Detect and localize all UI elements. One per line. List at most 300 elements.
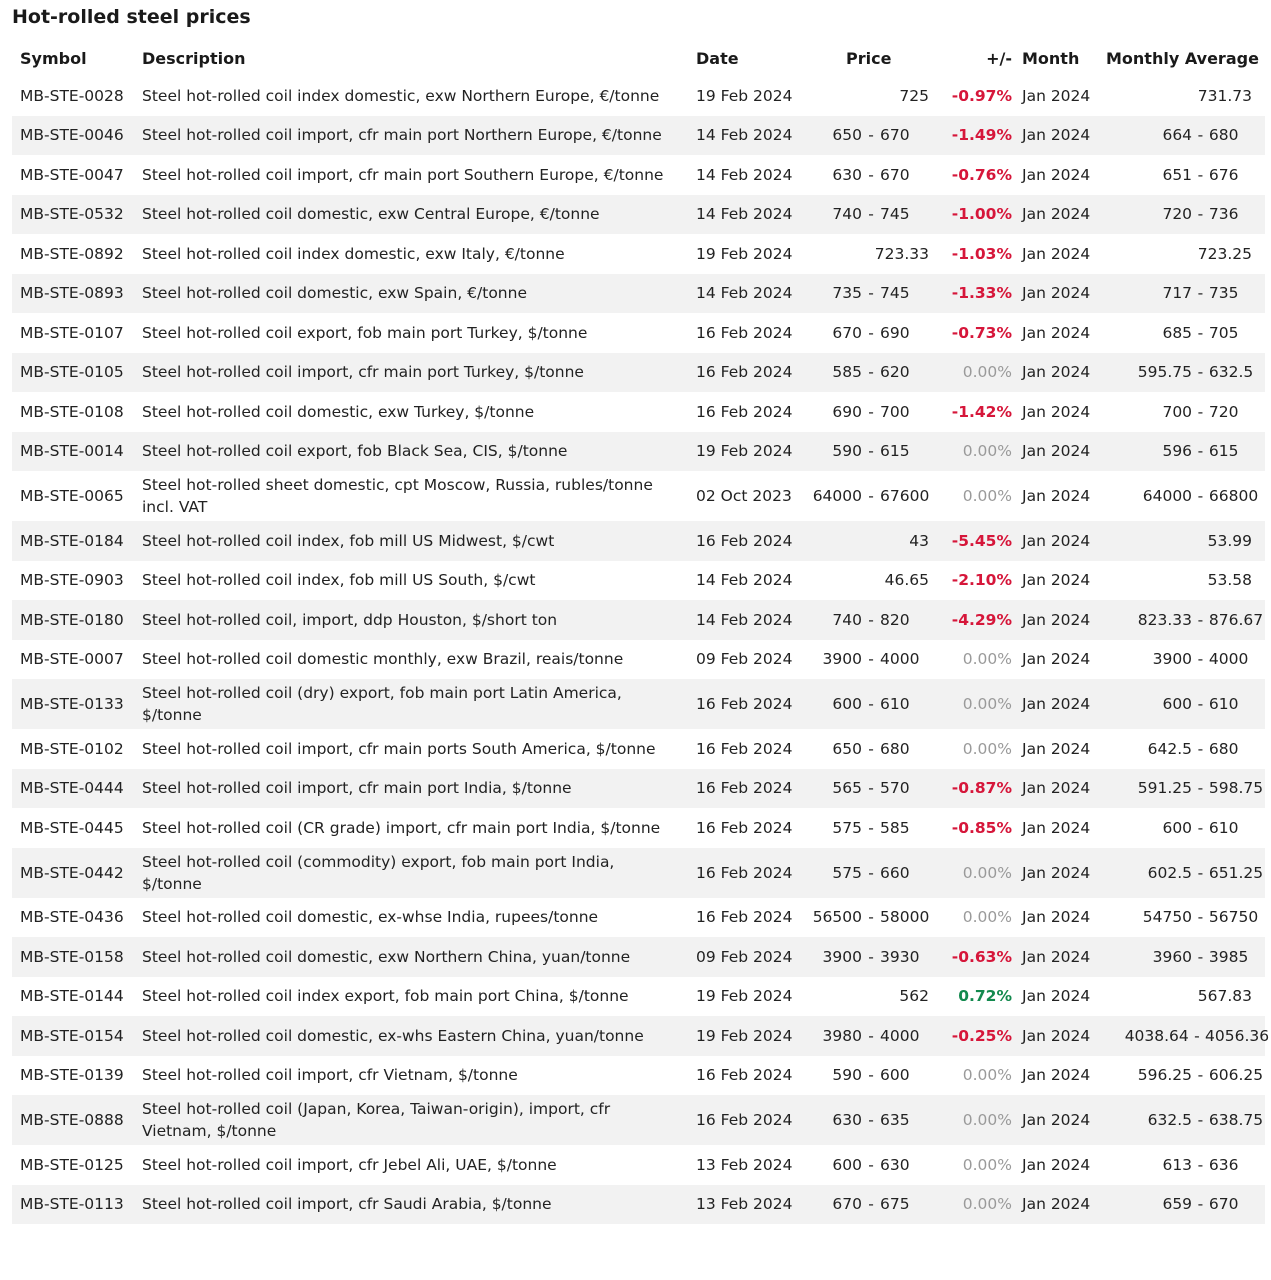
price-cell-high: 670 [880, 126, 910, 145]
range-separator: - [868, 165, 874, 184]
price-cell-low: 650 [832, 739, 862, 758]
price-cell [804, 392, 944, 432]
table-row[interactable] [12, 1056, 1265, 1096]
monthly-average-cell [1106, 977, 1265, 1017]
monthly-average-cell-low: 3900 [1152, 650, 1193, 669]
range-separator: - [1197, 126, 1204, 145]
table-row[interactable] [12, 471, 1265, 521]
change-cell: -1.49% [951, 126, 1012, 145]
monthly-average-cell-range [1106, 695, 1265, 713]
table-row[interactable] [12, 195, 1265, 235]
table-row[interactable] [12, 561, 1265, 601]
monthly-average-cell-range [1106, 284, 1265, 302]
description-cell: Steel hot-rolled coil import, cfr Saudi Arabia, $/tonne [142, 1195, 552, 1214]
table-row[interactable] [12, 808, 1265, 848]
range-separator: - [868, 695, 874, 713]
monthly-average-cell-low: 717 [1162, 284, 1193, 303]
symbol-cell: MB-STE-0014 [20, 442, 124, 461]
date-cell: 13 Feb 2024 [696, 1155, 793, 1174]
monthly-average-cell [1106, 116, 1265, 156]
price-cell-range [804, 740, 944, 758]
symbol-cell: MB-STE-0133 [20, 695, 124, 713]
symbol-cell: MB-STE-0047 [20, 165, 124, 184]
symbol-cell: MB-STE-0892 [20, 244, 124, 263]
month-cell: Jan 2024 [1022, 1155, 1091, 1174]
symbol-cell: MB-STE-0144 [20, 987, 124, 1006]
month-cell: Jan 2024 [1022, 1026, 1091, 1045]
price-cell-high: 600 [880, 1066, 910, 1085]
symbol-cell: MB-STE-0102 [20, 739, 124, 758]
change-cell: 0.00% [962, 1155, 1012, 1174]
symbol-cell: MB-STE-0445 [20, 818, 124, 837]
table-row[interactable] [12, 1016, 1265, 1056]
price-cell-range [804, 1027, 944, 1045]
change-cell: -0.87% [951, 779, 1012, 798]
table-row[interactable] [12, 1145, 1265, 1185]
monthly-average-cell-high: 636 [1208, 1155, 1239, 1174]
price-cell-range [804, 650, 944, 668]
monthly-average-cell [1106, 195, 1265, 235]
monthly-average-cell-low: 54750 [1142, 908, 1193, 927]
monthly-average-cell-high: 56750 [1208, 908, 1259, 927]
table-row[interactable] [12, 274, 1265, 314]
price-cell-value: 723.33 [874, 244, 929, 263]
price-cell-high: 675 [880, 1195, 910, 1214]
table-row[interactable] [12, 937, 1265, 977]
monthly-average-cell-low: 632.5 [1147, 1111, 1193, 1129]
price-cell-low: 670 [832, 1195, 862, 1214]
range-separator: - [868, 1111, 874, 1129]
change-cell: 0.72% [958, 987, 1012, 1006]
change-cell: -0.73% [951, 323, 1012, 342]
description-cell: Steel hot-rolled coil index domestic, exw Northern Europe, €/tonne [142, 86, 660, 105]
monthly-average-cell-range [1106, 1195, 1265, 1213]
symbol-cell: MB-STE-0046 [20, 126, 124, 145]
table-row[interactable] [12, 353, 1265, 393]
range-separator: - [868, 402, 874, 421]
month-cell: Jan 2024 [1022, 86, 1091, 105]
table-row[interactable] [12, 848, 1265, 898]
monthly-average-cell-high: 676 [1208, 165, 1239, 184]
month-cell: Jan 2024 [1022, 610, 1091, 629]
price-cell-range [804, 532, 944, 550]
range-separator: - [868, 863, 874, 882]
price-cell-high: 610 [880, 695, 910, 713]
monthly-average-cell-low: 596.25 [1137, 1066, 1193, 1085]
monthly-average-cell-range [1106, 363, 1265, 381]
date-cell: 16 Feb 2024 [696, 818, 793, 837]
symbol-cell: MB-STE-0893 [20, 284, 124, 303]
date-cell: 19 Feb 2024 [696, 442, 793, 461]
range-separator: - [1197, 1155, 1204, 1174]
monthly-average-cell-range [1106, 403, 1265, 421]
price-cell-high: 570 [880, 779, 910, 798]
range-separator: - [868, 739, 874, 758]
price-cell [804, 471, 944, 521]
month-cell: Jan 2024 [1022, 244, 1091, 263]
description-cell: Steel hot-rolled coil (Japan, Korea, Taiwan-origin), import, cfr Vietnam, $/tonne [142, 1100, 611, 1140]
date-cell: 16 Feb 2024 [696, 531, 793, 550]
monthly-average-cell [1106, 937, 1265, 977]
date-cell: 16 Feb 2024 [696, 1111, 793, 1129]
range-separator: - [1197, 284, 1204, 303]
description-cell: Steel hot-rolled coil index, fob mill US Midwest, $/cwt [142, 531, 555, 550]
description-cell: Steel hot-rolled coil domestic, exw Turkey, $/tonne [142, 402, 535, 421]
monthly-average-cell [1106, 679, 1265, 729]
date-cell: 14 Feb 2024 [696, 610, 793, 629]
price-cell [804, 1016, 944, 1056]
description-cell: Steel hot-rolled coil import, cfr main port Southern Europe, €/tonne [142, 165, 664, 184]
description-cell: Steel hot-rolled coil import, cfr Jebel Ali, UAE, $/tonne [142, 1155, 557, 1174]
monthly-average-cell-range [1106, 324, 1265, 342]
table-row[interactable] [12, 521, 1265, 561]
change-cell: -0.97% [951, 86, 1012, 105]
description-cell: Steel hot-rolled coil domestic, exw Spain, €/tonne [142, 284, 527, 303]
month-cell: Jan 2024 [1022, 323, 1091, 342]
price-cell-value: 562 [899, 987, 929, 1006]
price-cell-value: 43 [909, 531, 929, 550]
price-cell [804, 155, 944, 195]
price-cell-range [804, 908, 944, 926]
monthly-average-cell-value: 723.25 [1197, 244, 1252, 263]
price-cell-range [804, 166, 944, 184]
monthly-average-cell-range [1106, 487, 1265, 505]
price-cell-range [804, 363, 944, 381]
price-cell-range [804, 284, 944, 302]
range-separator: - [1197, 402, 1204, 421]
monthly-average-cell [1106, 1145, 1265, 1185]
price-cell-range [804, 324, 944, 342]
price-cell-range [804, 442, 944, 460]
change-cell: -1.03% [951, 244, 1012, 263]
price-cell-range [804, 819, 944, 837]
monthly-average-cell [1106, 76, 1265, 116]
header-change[interactable]: +/- [986, 48, 1012, 68]
monthly-average-cell-high: 651.25 [1208, 863, 1264, 882]
date-cell: 02 Oct 2023 [696, 487, 792, 505]
price-cell-low: 670 [832, 323, 862, 342]
monthly-average-cell-low: 700 [1162, 402, 1193, 421]
monthly-average-cell [1106, 769, 1265, 809]
monthly-average-cell-value: 53.58 [1207, 571, 1252, 590]
monthly-average-cell-range [1106, 650, 1265, 668]
range-separator: - [1197, 610, 1204, 629]
monthly-average-cell-low: 64000 [1142, 487, 1193, 505]
date-cell: 19 Feb 2024 [696, 244, 793, 263]
monthly-average-cell-range [1106, 819, 1265, 837]
price-cell-low: 735 [832, 284, 862, 303]
price-cell-low: 575 [832, 863, 862, 882]
table-row[interactable] [12, 977, 1265, 1017]
monthly-average-cell-low: 602.5 [1147, 863, 1193, 882]
header-month[interactable]: Month [1022, 48, 1080, 68]
change-cell: 0.00% [962, 863, 1012, 882]
price-cell-high: 630 [880, 1155, 910, 1174]
price-cell-high: 680 [880, 739, 910, 758]
price-cell-high: 4000 [880, 1026, 920, 1045]
description-cell: Steel hot-rolled coil index domestic, exw Italy, €/tonne [142, 244, 565, 263]
price-cell-range [804, 571, 944, 589]
price-cell-low: 64000 [812, 487, 862, 505]
monthly-average-cell-range [1106, 1156, 1265, 1174]
monthly-average-cell [1106, 848, 1265, 898]
price-cell-range [804, 611, 944, 629]
date-cell: 16 Feb 2024 [696, 779, 793, 798]
price-cell [804, 313, 944, 353]
monthly-average-cell-high: 705 [1208, 323, 1239, 342]
description-cell: Steel hot-rolled coil import, cfr Vietnam, $/tonne [142, 1066, 518, 1085]
monthly-average-cell-low: 720 [1162, 205, 1193, 224]
monthly-average-cell [1106, 729, 1265, 769]
price-cell-low: 585 [832, 363, 862, 382]
date-cell: 09 Feb 2024 [696, 947, 793, 966]
range-separator: - [868, 1026, 874, 1045]
table-row[interactable] [12, 600, 1265, 640]
change-cell: -0.76% [951, 165, 1012, 184]
price-cell [804, 729, 944, 769]
range-separator: - [1197, 165, 1204, 184]
table-row[interactable] [12, 76, 1265, 116]
range-separator: - [1197, 739, 1204, 758]
monthly-average-cell-range [1106, 126, 1265, 144]
price-cell-high: 67600 [880, 487, 930, 505]
range-separator: - [868, 818, 874, 837]
range-separator: - [1197, 863, 1204, 882]
monthly-average-cell-range [1106, 908, 1265, 926]
price-cell-low: 590 [832, 442, 862, 461]
price-cell [804, 274, 944, 314]
symbol-cell: MB-STE-0113 [20, 1195, 124, 1214]
table-row[interactable] [12, 729, 1265, 769]
monthly-average-cell-low: 659 [1162, 1195, 1193, 1214]
range-separator: - [1197, 695, 1204, 713]
range-separator: - [868, 442, 874, 461]
monthly-average-cell [1106, 898, 1265, 938]
price-cell-low: 56500 [812, 908, 862, 927]
date-cell: 16 Feb 2024 [696, 323, 793, 342]
monthly-average-cell-high: 66800 [1208, 487, 1259, 505]
monthly-average-cell [1106, 155, 1265, 195]
monthly-average-cell-high: 680 [1208, 126, 1239, 145]
monthly-average-cell-low: 613 [1162, 1155, 1193, 1174]
price-cell-range [804, 205, 944, 223]
price-cell [804, 195, 944, 235]
monthly-average-cell-high: 598.75 [1208, 779, 1264, 798]
change-cell: 0.00% [962, 739, 1012, 758]
header-date[interactable]: Date [696, 48, 739, 68]
table-row[interactable] [12, 898, 1265, 938]
price-cell [804, 561, 944, 601]
monthly-average-cell [1106, 1185, 1265, 1225]
range-separator: - [868, 323, 874, 342]
price-cell [804, 1145, 944, 1185]
range-separator: - [1197, 487, 1204, 505]
prices-table [12, 40, 1270, 1224]
symbol-cell: MB-STE-0007 [20, 650, 124, 669]
description-cell: Steel hot-rolled coil import, cfr main ports South America, $/tonne [142, 739, 656, 758]
symbol-cell: MB-STE-0107 [20, 323, 124, 342]
description-cell: Steel hot-rolled coil (dry) export, fob main port Latin America, $/tonne [142, 684, 622, 724]
price-cell [804, 898, 944, 938]
monthly-average-cell-low: 4038.64 [1124, 1026, 1189, 1045]
monthly-average-cell-value: 567.83 [1197, 987, 1252, 1006]
month-cell: Jan 2024 [1022, 165, 1091, 184]
change-cell: -5.45% [951, 531, 1012, 550]
price-cell-high: 615 [880, 442, 910, 461]
header-description[interactable]: Description [142, 48, 246, 68]
price-cell [804, 1095, 944, 1145]
symbol-cell: MB-STE-0105 [20, 363, 124, 382]
price-cell-high: 585 [880, 818, 910, 837]
price-cell [804, 234, 944, 274]
price-cell [804, 76, 944, 116]
monthly-average-cell-low: 600 [1162, 695, 1193, 713]
monthly-average-cell-low: 600 [1162, 818, 1193, 837]
month-cell: Jan 2024 [1022, 947, 1091, 966]
monthly-average-cell-range [1106, 1026, 1270, 1045]
table-row[interactable] [12, 313, 1265, 353]
price-cell-range [804, 87, 944, 105]
monthly-average-cell-range [1106, 1066, 1265, 1084]
monthly-average-cell-value: 731.73 [1197, 86, 1252, 105]
monthly-average-cell-high: 680 [1208, 739, 1239, 758]
range-separator: - [868, 947, 874, 966]
table-row[interactable] [12, 392, 1265, 432]
description-cell: Steel hot-rolled coil domestic, ex-whse India, rupees/tonne [142, 908, 599, 927]
range-separator: - [868, 126, 874, 145]
symbol-cell: MB-STE-0442 [20, 863, 124, 882]
table-row[interactable] [12, 769, 1265, 809]
table-row[interactable] [12, 679, 1265, 729]
range-separator: - [868, 908, 874, 927]
symbol-cell: MB-STE-0436 [20, 908, 124, 927]
description-cell: Steel hot-rolled coil export, fob main port Turkey, $/tonne [142, 323, 588, 342]
monthly-average-cell-range [1106, 245, 1265, 263]
monthly-average-cell-low: 595.75 [1137, 363, 1193, 382]
month-cell: Jan 2024 [1022, 1111, 1091, 1129]
monthly-average-cell-high: 606.25 [1208, 1066, 1264, 1085]
range-separator: - [868, 650, 874, 669]
monthly-average-cell [1106, 561, 1265, 601]
table-row[interactable] [12, 1185, 1265, 1225]
month-cell: Jan 2024 [1022, 739, 1091, 758]
description-cell: Steel hot-rolled coil index export, fob main port China, $/tonne [142, 987, 629, 1006]
price-cell-high: 700 [880, 402, 910, 421]
month-cell: Jan 2024 [1022, 402, 1091, 421]
table-row[interactable] [12, 640, 1265, 680]
header-price[interactable]: Price [846, 48, 892, 68]
price-cell-range [804, 1156, 944, 1174]
range-separator: - [1197, 1066, 1204, 1085]
price-cell-range [804, 1195, 944, 1213]
table-row[interactable] [12, 155, 1265, 195]
monthly-average-cell-range [1106, 740, 1265, 758]
monthly-average-cell-high: 4000 [1208, 650, 1249, 669]
price-cell-low: 3900 [822, 650, 862, 669]
range-separator: - [1194, 1026, 1200, 1045]
monthly-average-cell-low: 651 [1162, 165, 1193, 184]
monthly-average-cell-value: 53.99 [1207, 531, 1252, 550]
range-separator: - [1197, 205, 1204, 224]
description-cell: Steel hot-rolled coil domestic monthly, exw Brazil, reais/tonne [142, 650, 624, 669]
range-separator: - [1197, 442, 1204, 461]
monthly-average-cell [1106, 274, 1265, 314]
change-cell: 0.00% [962, 650, 1012, 669]
price-cell-low: 3900 [822, 947, 862, 966]
description-cell: Steel hot-rolled coil domestic, ex-whs Eastern China, yuan/tonne [142, 1026, 644, 1045]
change-cell: 0.00% [962, 695, 1012, 713]
monthly-average-cell [1106, 313, 1265, 353]
header-symbol[interactable]: Symbol [20, 48, 87, 68]
table-row[interactable] [12, 1095, 1265, 1145]
month-cell: Jan 2024 [1022, 1195, 1091, 1214]
month-cell: Jan 2024 [1022, 863, 1091, 882]
price-cell-range [804, 987, 944, 1005]
monthly-average-cell-high: 615 [1208, 442, 1239, 461]
price-cell-low: 3980 [822, 1026, 862, 1045]
price-cell-high: 690 [880, 323, 910, 342]
change-cell: 0.00% [962, 487, 1012, 505]
price-cell [804, 600, 944, 640]
monthly-average-cell-low: 823.33 [1137, 610, 1193, 629]
change-cell: -0.25% [951, 1026, 1012, 1045]
price-cell-range [804, 126, 944, 144]
price-cell-range [804, 948, 944, 966]
monthly-average-cell-range [1106, 948, 1265, 966]
monthly-average-cell [1106, 808, 1265, 848]
monthly-average-cell-range [1106, 611, 1265, 629]
price-cell [804, 808, 944, 848]
price-cell-high: 745 [880, 205, 910, 224]
month-cell: Jan 2024 [1022, 650, 1091, 669]
monthly-average-cell-range [1106, 987, 1265, 1005]
monthly-average-cell [1106, 392, 1265, 432]
price-cell-low: 740 [832, 610, 862, 629]
monthly-average-cell [1106, 1016, 1270, 1056]
date-cell: 16 Feb 2024 [696, 863, 793, 882]
price-cell [804, 353, 944, 393]
month-cell: Jan 2024 [1022, 205, 1091, 224]
range-separator: - [1197, 908, 1204, 927]
page-title: Hot-rolled steel prices [12, 6, 251, 28]
change-cell: 0.00% [962, 442, 1012, 461]
price-cell [804, 521, 944, 561]
price-cell-low: 575 [832, 818, 862, 837]
date-cell: 14 Feb 2024 [696, 205, 793, 224]
monthly-average-cell-high: 610 [1208, 818, 1239, 837]
change-cell: -1.42% [951, 402, 1012, 421]
date-cell: 19 Feb 2024 [696, 1026, 793, 1045]
monthly-average-cell-low: 596 [1162, 442, 1193, 461]
price-cell-low: 590 [832, 1066, 862, 1085]
monthly-average-cell-high: 720 [1208, 402, 1239, 421]
monthly-average-cell-low: 685 [1162, 323, 1193, 342]
table-row[interactable] [12, 432, 1265, 472]
date-cell: 19 Feb 2024 [696, 86, 793, 105]
header-monthly-average[interactable]: Monthly Average [1106, 48, 1259, 68]
date-cell: 14 Feb 2024 [696, 126, 793, 145]
price-cell [804, 937, 944, 977]
table-row[interactable] [12, 234, 1265, 274]
price-cell [804, 848, 944, 898]
table-row[interactable] [12, 116, 1265, 156]
monthly-average-cell-range [1106, 571, 1265, 589]
change-cell: -0.63% [951, 947, 1012, 966]
range-separator: - [868, 779, 874, 798]
range-separator: - [1197, 779, 1204, 798]
monthly-average-cell [1106, 1056, 1265, 1096]
monthly-average-cell-range [1106, 532, 1265, 550]
